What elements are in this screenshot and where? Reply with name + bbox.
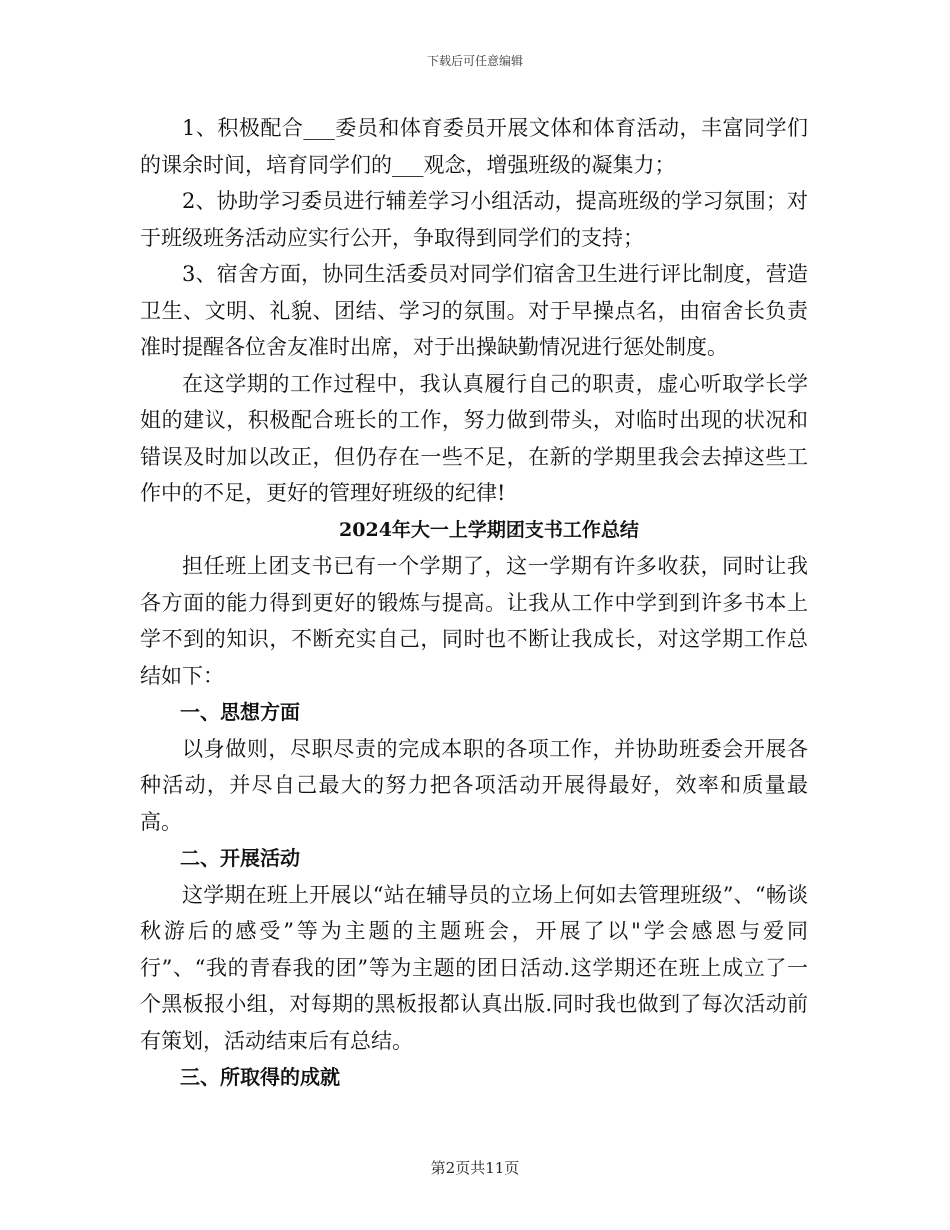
intro-paragraph: 担任班上团支书已有一个学期了，这一学期有许多收获，同时让我各方面的能力得到更好的锻炼与提高。让我从工作中学到到许多书本上学不到的知识，不断充实自己，同时也不断让我成长，对这学期工作总结如下： bbox=[140, 554, 808, 688]
page-header: 下载后可任意编辑 bbox=[426, 54, 523, 68]
heading-activities: 二、开展活动 bbox=[180, 846, 300, 870]
paragraph-item-3: 3、宿舍方面，协同生活委员对同学们宿舍卫生进行评比制度，营造卫生、文明、礼貌、团结、学习的氛围。对于早操点名，由宿舍长负责准时提醒各位舍友准时出席，对于出操缺勤情况进行惩处制度。 bbox=[140, 262, 808, 359]
page-footer: 第2页共11页 bbox=[430, 1159, 520, 1177]
paragraph-item-1: 1、积极配合___委员和体育委员开展文体和体育活动，丰富同学们的课余时间，培育同学们的___观念，增强班级的凝集力； bbox=[140, 116, 808, 177]
heading-thought: 一、思想方面 bbox=[180, 700, 300, 724]
paragraph-activities: 这学期在班上开展以“站在辅导员的立场上何如去管理班级”、“畅谈秋游后的感受”等为主题的主题班会，开展了以"学会感恩与爱同行”、“我的青春我的团”等为主题的团日活动.这学期还在班上成立了一个黑板报小组，对每期的黑板报都认真出版.同时我也做到了每次活动前有策划，活动结束后有总结。 bbox=[140, 882, 808, 1053]
paragraph-semester-summary: 在这学期的工作过程中，我认真履行自己的职责，虚心听取学长学姐的建议，积极配合班长的工作，努力做到带头，对临时出现的状况和错误及时加以改正，但仍存在一些不足，在新的学期里我会去掉这些工作中的不足，更好的管理好班级的纪律! bbox=[140, 371, 808, 505]
heading-achievements: 三、所取得的成就 bbox=[180, 1065, 340, 1089]
paragraph-thought: 以身做则，尽职尽责的完成本职的各项工作，并协助班委会开展各种活动，并尽自己最大的努力把各项活动开展得最好，效率和质量最高。 bbox=[140, 736, 808, 834]
section-title: 2024年大一上学期团支书工作总结 bbox=[339, 518, 639, 541]
paragraph-item-2: 2、协助学习委员进行辅差学习小组活动，提高班级的学习氛围；对于班级班务活动应实行公开，争取得到同学们的支持； bbox=[140, 189, 808, 250]
document-body bbox=[140, 110, 808, 1096]
